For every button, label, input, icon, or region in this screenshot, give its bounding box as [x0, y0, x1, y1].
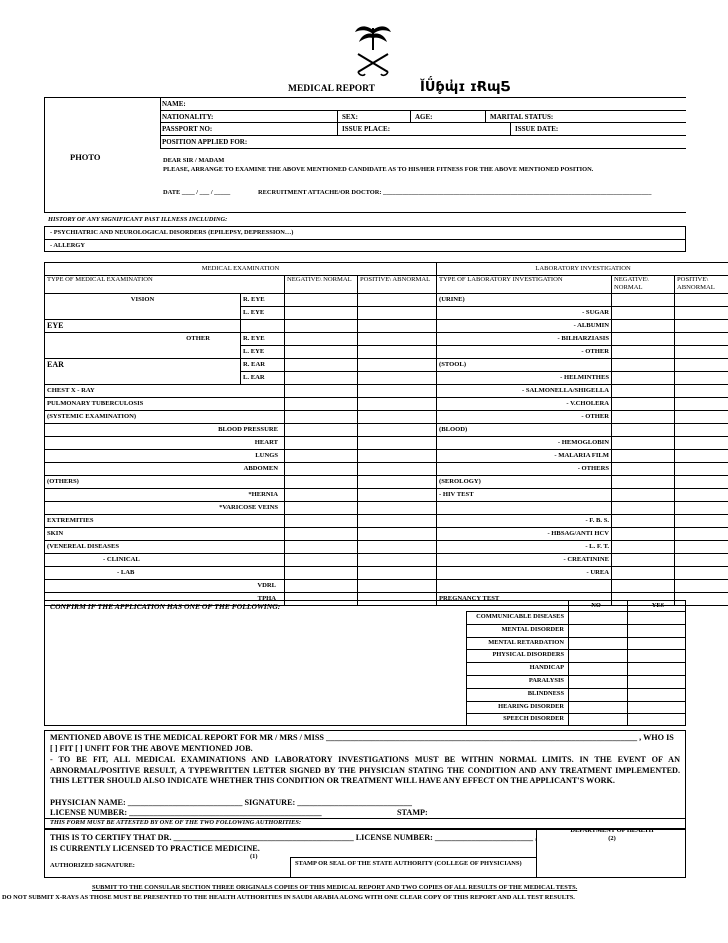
cell[interactable]	[675, 489, 728, 502]
sugar-label: - SUGAR	[437, 307, 612, 320]
fbs-label: - F. B. S.	[437, 515, 612, 528]
confirm-no-cell[interactable]	[569, 638, 626, 649]
cell[interactable]	[675, 437, 728, 450]
lab-col-neg: NEGATIVE\ NORMAL	[612, 276, 675, 294]
cell[interactable]	[675, 294, 728, 307]
cell[interactable]	[285, 385, 358, 398]
abdomen-label: ABDOMEN	[45, 463, 285, 476]
hemoglobin-label: - HEMOGLOBIN	[437, 437, 612, 450]
cell[interactable]	[358, 411, 437, 424]
cell[interactable]	[358, 489, 437, 502]
cell[interactable]	[675, 476, 728, 489]
cell[interactable]	[285, 437, 358, 450]
cell[interactable]	[612, 450, 675, 463]
cell[interactable]	[285, 463, 358, 476]
cell[interactable]	[285, 307, 358, 320]
confirm-yes-cell[interactable]	[628, 625, 685, 636]
cell[interactable]	[612, 567, 675, 580]
cell[interactable]	[612, 372, 675, 385]
tpha-label: TPHA	[45, 593, 285, 606]
l-eye-label: L. EYE	[241, 307, 285, 320]
cholera-label: - V.CHOLERA	[437, 398, 612, 411]
authorized-signature[interactable]: AUTHORIZED SIGNATURE:	[50, 862, 135, 869]
arabic-title: ĬǗɓ̥ɰ̓ɪ ɪɌɰƼ	[420, 80, 511, 95]
urine-other-label: - OTHER	[437, 346, 612, 359]
confirm-yes-cell[interactable]	[628, 663, 685, 674]
cell[interactable]	[358, 515, 437, 528]
cell[interactable]	[285, 489, 358, 502]
cell[interactable]	[358, 554, 437, 567]
stool-other-label: - OTHER	[437, 411, 612, 424]
hbsag-label: - HBSAG/ANTI HCV	[437, 528, 612, 541]
cell[interactable]	[612, 359, 675, 372]
heart-label: HEART	[45, 437, 285, 450]
urine-label: (URINE)	[437, 294, 612, 307]
history-item: - PSYCHIATRIC AND NEUROLOGICAL DISORDERS (EPILEPSY, DEPRESSION…)	[50, 229, 294, 236]
cell[interactable]	[358, 385, 437, 398]
other-label: OTHER	[45, 333, 241, 359]
cell[interactable]	[612, 580, 675, 593]
cell[interactable]	[675, 333, 728, 346]
confirm-yes-cell[interactable]	[628, 689, 685, 700]
cell[interactable]	[612, 541, 675, 554]
marital-status-field[interactable]: MARITAL STATUS:	[490, 113, 554, 121]
cell[interactable]	[612, 346, 675, 359]
skin-label: SKIN	[45, 528, 285, 541]
cell[interactable]	[612, 515, 675, 528]
footer-line2: DO NOT SUBMIT X-RAYS AS THOSE MUST BE PRESENTED TO THE HEALTH AUTHORITIES IN SAUDI ARABIA ALONG WITH ONE CLEAR COPY OF THIS REPORT AND ALL TEST RESULTS.	[2, 894, 575, 901]
confirm-no-cell[interactable]	[569, 612, 626, 623]
cell[interactable]	[612, 476, 675, 489]
med-col-pos: POSITIVE\ ABNORMAL	[358, 276, 437, 294]
photo-label: PHOTO	[70, 152, 101, 162]
confirm-no-cell[interactable]	[569, 714, 626, 725]
cell[interactable]	[675, 554, 728, 567]
r-eye-label: R. EYE	[241, 333, 285, 346]
cell[interactable]	[285, 359, 358, 372]
cell[interactable]	[285, 528, 358, 541]
confirm-item-label: MENTAL DISORDER	[501, 625, 564, 633]
cell[interactable]	[612, 385, 675, 398]
attest-note: THIS FORM MUST BE ATTESTED BY ONE OF THE TWO FOLLOWING AUTHORITIES:	[50, 819, 302, 826]
cell[interactable]	[358, 424, 437, 437]
recruitment-field[interactable]: RECRUITMENT ATTACHE/OR DOCTOR: ____________________________________________________________________________________	[258, 189, 652, 196]
cell[interactable]	[285, 502, 358, 515]
cell[interactable]	[285, 346, 358, 359]
form-title: MEDICAL REPORT	[288, 84, 376, 94]
blood-others-label: - OTHERS	[437, 463, 612, 476]
helminthes-label: - HELMINTHES	[437, 372, 612, 385]
cell[interactable]	[675, 515, 728, 528]
cell[interactable]	[675, 411, 728, 424]
confirm-no-cell[interactable]	[569, 702, 626, 713]
lab-col-type: TYPE OF LABORATORY INVESTIGATION	[437, 276, 612, 294]
blood-label: (BLOOD)	[437, 424, 612, 437]
cell[interactable]	[358, 567, 437, 580]
cell[interactable]	[285, 411, 358, 424]
cell[interactable]	[285, 515, 358, 528]
name-field[interactable]: NAME:	[162, 100, 186, 108]
cell[interactable]	[285, 294, 358, 307]
lab-col-pos: POSITIVE\ ABNORMAL	[675, 276, 728, 294]
cell[interactable]	[285, 476, 358, 489]
extremities-label: EXTREMITIES	[45, 515, 285, 528]
cell[interactable]	[358, 450, 437, 463]
cell[interactable]	[358, 541, 437, 554]
cell[interactable]	[675, 541, 728, 554]
cell[interactable]	[612, 463, 675, 476]
final-paragraph: - TO BE FIT, ALL MEDICAL EXAMINATIONS AND LABORATORY INVESTIGATIONS MUST BE WITHIN NORMAL LIMITS. IN THE EVENT OF AN ABNORMAL/POSITIVE RESULT, A TYPEWRITTEN LETTER SIGNED BY THE PHYSICIAN STATING THE CONDITION AND ANY TREATMENT IMPLEMENTED. THIS LETTER SHOULD ALSO INDICATE WHETHER THIS CONDITION OR TREATMENT WILL HAVE ANY EFFECT ON THE APPLICANT'S WORK.	[50, 755, 680, 785]
authority-two: (2)	[608, 835, 616, 842]
cell[interactable]	[358, 346, 437, 359]
cell[interactable]	[358, 307, 437, 320]
vision-label: VISION	[45, 294, 241, 320]
r-eye-label: R. EYE	[241, 294, 285, 307]
confirm-item-label: MENTAL RETARDATION	[488, 638, 564, 646]
lungs-label: LUNGS	[45, 450, 285, 463]
cell[interactable]	[285, 450, 358, 463]
exam-table	[44, 262, 728, 606]
cell[interactable]	[612, 294, 675, 307]
chest-xray-label: CHEST X - RAY	[45, 385, 285, 398]
age-field[interactable]: AGE:	[415, 113, 433, 121]
sex-field[interactable]: SEX:	[342, 113, 358, 121]
license-line[interactable]: LICENSE NUMBER: _______________________________________________	[50, 808, 322, 817]
cell[interactable]	[612, 424, 675, 437]
cell[interactable]	[358, 463, 437, 476]
cell[interactable]	[675, 567, 728, 580]
cell[interactable]	[358, 437, 437, 450]
serology-label: (SEROLOGY)	[437, 476, 612, 489]
pregnancy-label: PREGNANCY TEST	[437, 593, 612, 606]
r-ear-label: R. EAR	[241, 359, 285, 372]
cell[interactable]	[675, 359, 728, 372]
creatinine-label: - CREATININE	[437, 554, 612, 567]
hernia-label: *HERNIA	[45, 489, 285, 502]
cell[interactable]	[358, 333, 437, 346]
cell[interactable]	[358, 502, 437, 515]
confirm-item-label: COMMUNICABLE DISEASES	[476, 613, 564, 620]
cell[interactable]	[285, 424, 358, 437]
stool-label: (STOOL)	[437, 359, 612, 372]
cell[interactable]	[612, 411, 675, 424]
confirm-yes-cell[interactable]	[628, 714, 685, 725]
cell[interactable]	[285, 320, 358, 333]
confirm-yes-cell[interactable]	[628, 650, 685, 661]
cell[interactable]	[675, 320, 728, 333]
date-field[interactable]: DATE ____ / ___ / _____	[163, 189, 231, 196]
cell[interactable]	[358, 320, 437, 333]
authority-one: (1)	[250, 853, 258, 860]
cell[interactable]	[675, 580, 728, 593]
saudi-emblem-logo	[350, 20, 396, 80]
history-title: HISTORY OF ANY SIGNIFICANT PAST ILLNESS INCLUDING:	[48, 216, 228, 223]
issue-place-field[interactable]: ISSUE PLACE:	[342, 125, 391, 133]
dept-health: DEPARTMENT OF HEALTH	[570, 827, 654, 834]
cell[interactable]	[675, 385, 728, 398]
cell[interactable]	[285, 554, 358, 567]
confirm-item-label: PARALYSIS	[528, 677, 564, 684]
varicose-label: *VARICOSE VEINS	[45, 502, 285, 515]
l-eye-label: L. EYE	[241, 346, 285, 359]
confirm-no-cell[interactable]	[569, 650, 626, 661]
passport-field[interactable]: PASSPORT NO:	[162, 125, 213, 133]
cell[interactable]	[285, 567, 358, 580]
systemic-label: (SYSTEMIC EXAMINATION)	[45, 411, 285, 424]
med-col-type: TYPE OF MEDICAL EXAMINATION	[45, 276, 285, 294]
cell[interactable]	[675, 450, 728, 463]
clinical-label: - CLINICAL	[45, 554, 285, 567]
urea-label: - UREA	[437, 567, 612, 580]
cell[interactable]	[358, 372, 437, 385]
confirm-yes-cell[interactable]	[628, 702, 685, 713]
medical-exam-title: MEDICAL EXAMINATION	[45, 263, 437, 276]
cell[interactable]	[675, 346, 728, 359]
confirm-no-cell[interactable]	[569, 689, 626, 700]
cell[interactable]	[612, 307, 675, 320]
nationality-field[interactable]: NATIONALITY:	[162, 113, 214, 121]
hiv-label: - HIV TEST	[437, 489, 612, 502]
issue-date-field[interactable]: ISSUE DATE:	[515, 125, 559, 133]
cell[interactable]	[612, 554, 675, 567]
dear-text: DEAR SIR / MADAM	[163, 157, 225, 164]
bp-label: BLOOD PRESSURE	[45, 424, 285, 437]
confirm-item-label: HEARING DISORDER	[498, 702, 564, 710]
cell[interactable]	[285, 580, 358, 593]
position-field[interactable]: POSITION APPLIED FOR:	[162, 138, 248, 146]
cell[interactable]	[612, 320, 675, 333]
venereal-label: (VENEREAL DISEASES	[45, 541, 285, 554]
confirm-no-cell[interactable]	[569, 676, 626, 687]
confirm-title: CONFIRM IF THE APPLICATION HAS ONE OF THE FOLLOWING:	[50, 602, 281, 611]
cell[interactable]	[358, 528, 437, 541]
lft-label: - L. F. T.	[437, 541, 612, 554]
cell[interactable]	[612, 502, 675, 515]
cell[interactable]	[675, 463, 728, 476]
cell[interactable]	[612, 333, 675, 346]
confirm-yes-cell[interactable]	[628, 612, 685, 623]
cell[interactable]	[358, 359, 437, 372]
cell[interactable]	[675, 424, 728, 437]
cell[interactable]	[285, 541, 358, 554]
bilharziasis-label: - BILHARZIASIS	[437, 333, 612, 346]
history-item: - ALLERGY	[50, 242, 85, 249]
cell[interactable]	[675, 528, 728, 541]
final-line1: MENTIONED ABOVE IS THE MEDICAL REPORT FOR MR / MRS / MISS ____________________________________________________________________________ , WHO IS	[50, 733, 674, 742]
please-text: PLEASE, ARRANGE TO EXAMINE THE ABOVE MENTIONED CANDIDATE AS TO HIS/HER FITNESS FOR THE ABOVE MENTIONED POSITION.	[163, 166, 594, 173]
confirm-no-cell[interactable]	[569, 625, 626, 636]
eye-label: EYE	[45, 320, 241, 333]
others-label: (OTHERS)	[45, 476, 285, 489]
vdrl-label: VDRL	[45, 580, 285, 593]
confirm-item-label: HANDICAP	[529, 664, 564, 672]
albumin-label: - ALBUMIN	[437, 320, 612, 333]
cell[interactable]	[358, 294, 437, 307]
cell[interactable]	[675, 398, 728, 411]
cell[interactable]	[612, 489, 675, 502]
l-ear-label: L. EAR	[241, 372, 285, 385]
confirm-item-label: BLINDNESS	[527, 689, 564, 697]
confirm-item-label: SPEECH DISORDER	[503, 715, 564, 723]
confirm-no-cell[interactable]	[569, 663, 626, 674]
cell[interactable]	[285, 372, 358, 385]
licensed-line: IS CURRENTLY LICENSED TO PRACTICE MEDICINE.	[50, 844, 260, 853]
confirm-item-label: PHYSICAL DISORDERS	[492, 651, 564, 659]
cell[interactable]	[675, 372, 728, 385]
yes-header: YES	[651, 602, 665, 609]
lab-title: LABORATORY INVESTIGATION	[437, 263, 728, 276]
certify-line[interactable]: THIS IS TO CERTIFY THAT DR. ____________________________________________ LICENSE NUMBER: ________________________ ,	[50, 833, 538, 842]
stamp-label: STAMP:	[397, 808, 428, 817]
malaria-label: - MALARIA FILM	[437, 450, 612, 463]
cell[interactable]	[358, 476, 437, 489]
confirm-yes-cell[interactable]	[628, 676, 685, 687]
confirm-left-border	[466, 611, 467, 726]
cell[interactable]	[675, 502, 728, 515]
cell[interactable]	[612, 528, 675, 541]
cell[interactable]	[358, 398, 437, 411]
confirm-yes-cell[interactable]	[628, 638, 685, 649]
cell[interactable]	[285, 333, 358, 346]
cell[interactable]	[612, 398, 675, 411]
cell[interactable]	[675, 307, 728, 320]
stamp-seal-label: STAMP OR SEAL OF THE STATE AUTHORITY (COLLEGE OF PHYSICIANS)	[295, 860, 522, 867]
cell[interactable]	[358, 580, 437, 593]
ear-label: EAR	[45, 359, 241, 385]
cell[interactable]	[285, 398, 358, 411]
physician-line[interactable]: PHYSICIAN NAME: ____________________________ SIGNATURE: ____________________________	[50, 798, 412, 807]
med-col-neg: NEGATIVE\ NORMAL	[285, 276, 358, 294]
salmonella-label: - SALMONELLA/SHIGELLA	[437, 385, 612, 398]
footer-line1: SUBMIT TO THE CONSULAR SECTION THREE ORIGINALS COPIES OF THIS MEDICAL REPORT AND TWO COPIES OF ALL RESULTS OF THE MEDICAL TESTS.	[92, 884, 578, 891]
lab-label: - LAB	[45, 567, 285, 580]
fit-unfit-line[interactable]: [ ] FIT [ ] UNFIT FOR THE ABOVE MENTIONED JOB.	[50, 744, 253, 753]
cell[interactable]	[612, 437, 675, 450]
no-header: NO	[591, 602, 601, 609]
tb-label: PULMONARY TUBERCULOSIS	[45, 398, 285, 411]
